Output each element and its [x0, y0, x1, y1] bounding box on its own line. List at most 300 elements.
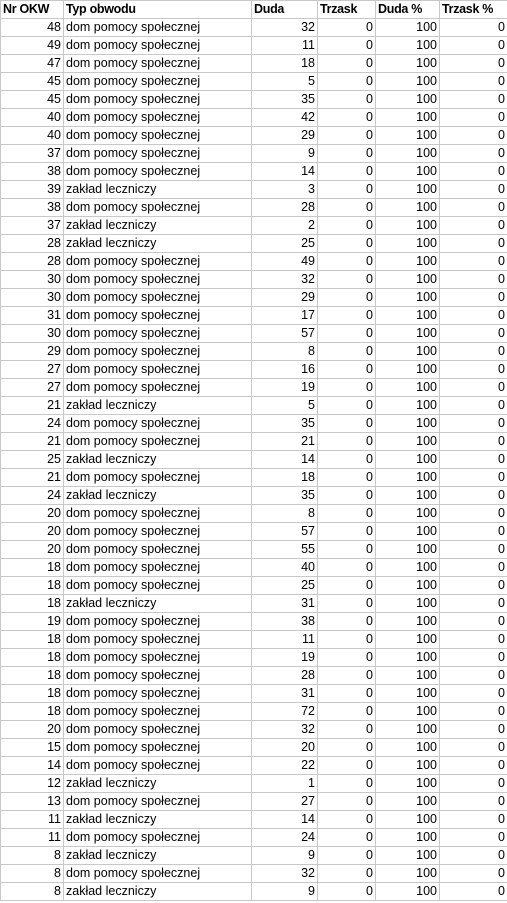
cell-trzask-pct[interactable]: 0: [440, 91, 507, 109]
cell-duda-pct[interactable]: 100: [376, 649, 440, 667]
cell-typ-obwodu[interactable]: dom pomocy społecznej: [64, 469, 252, 487]
cell-duda[interactable]: 22: [252, 757, 318, 775]
cell-trzask-pct[interactable]: 0: [440, 541, 507, 559]
cell-typ-obwodu[interactable]: dom pomocy społecznej: [64, 55, 252, 73]
cell-duda-pct[interactable]: 100: [376, 19, 440, 37]
cell-trzask-pct[interactable]: 0: [440, 775, 507, 793]
cell-duda[interactable]: 24: [252, 829, 318, 847]
cell-duda[interactable]: 25: [252, 577, 318, 595]
cell-trzask[interactable]: 0: [318, 829, 376, 847]
cell-typ-obwodu[interactable]: zakład leczniczy: [64, 217, 252, 235]
cell-duda-pct[interactable]: 100: [376, 73, 440, 91]
cell-duda[interactable]: 28: [252, 199, 318, 217]
cell-trzask-pct[interactable]: 0: [440, 703, 507, 721]
cell-duda[interactable]: 1: [252, 775, 318, 793]
cell-nr-okw[interactable]: 18: [1, 649, 64, 667]
cell-duda[interactable]: 18: [252, 469, 318, 487]
cell-typ-obwodu[interactable]: dom pomocy społecznej: [64, 145, 252, 163]
cell-typ-obwodu[interactable]: dom pomocy społecznej: [64, 685, 252, 703]
cell-duda-pct[interactable]: 100: [376, 91, 440, 109]
cell-nr-okw[interactable]: 18: [1, 577, 64, 595]
cell-trzask-pct[interactable]: 0: [440, 199, 507, 217]
cell-trzask-pct[interactable]: 0: [440, 577, 507, 595]
cell-duda[interactable]: 32: [252, 271, 318, 289]
cell-typ-obwodu[interactable]: zakład leczniczy: [64, 775, 252, 793]
cell-typ-obwodu[interactable]: dom pomocy społecznej: [64, 865, 252, 883]
cell-trzask-pct[interactable]: 0: [440, 271, 507, 289]
cell-typ-obwodu[interactable]: dom pomocy społecznej: [64, 667, 252, 685]
cell-trzask-pct[interactable]: 0: [440, 415, 507, 433]
cell-trzask-pct[interactable]: 0: [440, 307, 507, 325]
cell-duda-pct[interactable]: 100: [376, 829, 440, 847]
cell-nr-okw[interactable]: 45: [1, 73, 64, 91]
cell-typ-obwodu[interactable]: zakład leczniczy: [64, 487, 252, 505]
cell-nr-okw[interactable]: 49: [1, 37, 64, 55]
cell-trzask-pct[interactable]: 0: [440, 793, 507, 811]
cell-duda-pct[interactable]: 100: [376, 703, 440, 721]
cell-duda-pct[interactable]: 100: [376, 127, 440, 145]
cell-nr-okw[interactable]: 40: [1, 109, 64, 127]
cell-duda[interactable]: 35: [252, 91, 318, 109]
cell-duda-pct[interactable]: 100: [376, 199, 440, 217]
cell-duda-pct[interactable]: 100: [376, 163, 440, 181]
cell-trzask-pct[interactable]: 0: [440, 19, 507, 37]
cell-nr-okw[interactable]: 13: [1, 793, 64, 811]
cell-duda-pct[interactable]: 100: [376, 343, 440, 361]
cell-duda[interactable]: 35: [252, 415, 318, 433]
cell-duda-pct[interactable]: 100: [376, 397, 440, 415]
cell-trzask[interactable]: 0: [318, 865, 376, 883]
cell-nr-okw[interactable]: 20: [1, 541, 64, 559]
cell-trzask-pct[interactable]: 0: [440, 865, 507, 883]
cell-duda-pct[interactable]: 100: [376, 271, 440, 289]
cell-duda-pct[interactable]: 100: [376, 757, 440, 775]
cell-duda[interactable]: 72: [252, 703, 318, 721]
cell-trzask-pct[interactable]: 0: [440, 397, 507, 415]
cell-typ-obwodu[interactable]: dom pomocy społecznej: [64, 109, 252, 127]
cell-nr-okw[interactable]: 20: [1, 721, 64, 739]
cell-duda[interactable]: 3: [252, 181, 318, 199]
cell-duda-pct[interactable]: 100: [376, 865, 440, 883]
cell-duda[interactable]: 14: [252, 811, 318, 829]
cell-typ-obwodu[interactable]: dom pomocy społecznej: [64, 19, 252, 37]
cell-trzask-pct[interactable]: 0: [440, 739, 507, 757]
header-cell-duda-pct[interactable]: Duda %: [376, 1, 440, 19]
cell-duda[interactable]: 20: [252, 739, 318, 757]
cell-trzask-pct[interactable]: 0: [440, 451, 507, 469]
cell-duda-pct[interactable]: 100: [376, 739, 440, 757]
cell-typ-obwodu[interactable]: dom pomocy społecznej: [64, 829, 252, 847]
cell-nr-okw[interactable]: 29: [1, 343, 64, 361]
cell-nr-okw[interactable]: 18: [1, 595, 64, 613]
cell-trzask-pct[interactable]: 0: [440, 469, 507, 487]
cell-trzask[interactable]: 0: [318, 613, 376, 631]
cell-trzask[interactable]: 0: [318, 55, 376, 73]
cell-duda-pct[interactable]: 100: [376, 217, 440, 235]
cell-duda-pct[interactable]: 100: [376, 55, 440, 73]
cell-typ-obwodu[interactable]: dom pomocy społecznej: [64, 739, 252, 757]
cell-duda[interactable]: 16: [252, 361, 318, 379]
cell-typ-obwodu[interactable]: zakład leczniczy: [64, 235, 252, 253]
cell-duda-pct[interactable]: 100: [376, 145, 440, 163]
cell-duda[interactable]: 29: [252, 127, 318, 145]
cell-trzask-pct[interactable]: 0: [440, 433, 507, 451]
cell-duda-pct[interactable]: 100: [376, 883, 440, 901]
cell-typ-obwodu[interactable]: dom pomocy społecznej: [64, 271, 252, 289]
cell-duda[interactable]: 40: [252, 559, 318, 577]
cell-duda[interactable]: 5: [252, 73, 318, 91]
cell-duda[interactable]: 2: [252, 217, 318, 235]
cell-nr-okw[interactable]: 18: [1, 703, 64, 721]
cell-trzask-pct[interactable]: 0: [440, 37, 507, 55]
cell-nr-okw[interactable]: 28: [1, 235, 64, 253]
cell-typ-obwodu[interactable]: dom pomocy społecznej: [64, 289, 252, 307]
cell-typ-obwodu[interactable]: dom pomocy społecznej: [64, 793, 252, 811]
cell-trzask-pct[interactable]: 0: [440, 109, 507, 127]
cell-nr-okw[interactable]: 24: [1, 487, 64, 505]
cell-nr-okw[interactable]: 39: [1, 181, 64, 199]
cell-typ-obwodu[interactable]: dom pomocy społecznej: [64, 703, 252, 721]
cell-duda-pct[interactable]: 100: [376, 109, 440, 127]
cell-nr-okw[interactable]: 11: [1, 829, 64, 847]
cell-typ-obwodu[interactable]: dom pomocy społecznej: [64, 73, 252, 91]
cell-trzask[interactable]: 0: [318, 325, 376, 343]
cell-nr-okw[interactable]: 47: [1, 55, 64, 73]
cell-trzask[interactable]: 0: [318, 199, 376, 217]
cell-duda-pct[interactable]: 100: [376, 793, 440, 811]
cell-trzask-pct[interactable]: 0: [440, 613, 507, 631]
cell-duda-pct[interactable]: 100: [376, 685, 440, 703]
cell-typ-obwodu[interactable]: dom pomocy społecznej: [64, 577, 252, 595]
cell-nr-okw[interactable]: 12: [1, 775, 64, 793]
cell-duda-pct[interactable]: 100: [376, 325, 440, 343]
cell-duda-pct[interactable]: 100: [376, 613, 440, 631]
cell-duda-pct[interactable]: 100: [376, 811, 440, 829]
cell-duda[interactable]: 27: [252, 793, 318, 811]
cell-duda-pct[interactable]: 100: [376, 235, 440, 253]
cell-typ-obwodu[interactable]: zakład leczniczy: [64, 181, 252, 199]
cell-trzask-pct[interactable]: 0: [440, 559, 507, 577]
cell-trzask-pct[interactable]: 0: [440, 595, 507, 613]
header-cell-duda[interactable]: Duda: [252, 1, 318, 19]
cell-typ-obwodu[interactable]: zakład leczniczy: [64, 811, 252, 829]
cell-trzask-pct[interactable]: 0: [440, 181, 507, 199]
cell-typ-obwodu[interactable]: dom pomocy społecznej: [64, 541, 252, 559]
cell-duda-pct[interactable]: 100: [376, 721, 440, 739]
cell-nr-okw[interactable]: 8: [1, 865, 64, 883]
cell-typ-obwodu[interactable]: dom pomocy społecznej: [64, 433, 252, 451]
cell-duda-pct[interactable]: 100: [376, 523, 440, 541]
cell-trzask[interactable]: 0: [318, 109, 376, 127]
cell-typ-obwodu[interactable]: dom pomocy społecznej: [64, 37, 252, 55]
cell-trzask[interactable]: 0: [318, 235, 376, 253]
cell-nr-okw[interactable]: 8: [1, 847, 64, 865]
cell-typ-obwodu[interactable]: zakład leczniczy: [64, 847, 252, 865]
cell-duda-pct[interactable]: 100: [376, 541, 440, 559]
cell-duda-pct[interactable]: 100: [376, 181, 440, 199]
cell-duda[interactable]: 57: [252, 325, 318, 343]
cell-trzask[interactable]: 0: [318, 127, 376, 145]
cell-typ-obwodu[interactable]: zakład leczniczy: [64, 397, 252, 415]
cell-trzask[interactable]: 0: [318, 739, 376, 757]
cell-trzask-pct[interactable]: 0: [440, 217, 507, 235]
cell-duda[interactable]: 25: [252, 235, 318, 253]
cell-duda[interactable]: 11: [252, 37, 318, 55]
header-cell-trzask[interactable]: Trzask: [318, 1, 376, 19]
header-cell-trzask-pct[interactable]: Trzask %: [440, 1, 507, 19]
cell-typ-obwodu[interactable]: zakład leczniczy: [64, 883, 252, 901]
cell-trzask[interactable]: 0: [318, 91, 376, 109]
cell-trzask-pct[interactable]: 0: [440, 55, 507, 73]
cell-trzask[interactable]: 0: [318, 343, 376, 361]
cell-duda[interactable]: 35: [252, 487, 318, 505]
cell-typ-obwodu[interactable]: dom pomocy społecznej: [64, 343, 252, 361]
cell-duda[interactable]: 17: [252, 307, 318, 325]
cell-trzask[interactable]: 0: [318, 631, 376, 649]
cell-trzask[interactable]: 0: [318, 415, 376, 433]
cell-nr-okw[interactable]: 18: [1, 685, 64, 703]
cell-nr-okw[interactable]: 20: [1, 505, 64, 523]
cell-nr-okw[interactable]: 30: [1, 289, 64, 307]
cell-nr-okw[interactable]: 48: [1, 19, 64, 37]
cell-trzask[interactable]: 0: [318, 757, 376, 775]
cell-trzask[interactable]: 0: [318, 73, 376, 91]
cell-trzask-pct[interactable]: 0: [440, 721, 507, 739]
cell-typ-obwodu[interactable]: dom pomocy społecznej: [64, 307, 252, 325]
cell-duda-pct[interactable]: 100: [376, 361, 440, 379]
cell-duda[interactable]: 55: [252, 541, 318, 559]
cell-trzask[interactable]: 0: [318, 541, 376, 559]
cell-duda[interactable]: 19: [252, 649, 318, 667]
cell-trzask-pct[interactable]: 0: [440, 127, 507, 145]
cell-nr-okw[interactable]: 37: [1, 145, 64, 163]
cell-duda-pct[interactable]: 100: [376, 415, 440, 433]
cell-duda-pct[interactable]: 100: [376, 451, 440, 469]
cell-duda[interactable]: 32: [252, 19, 318, 37]
cell-nr-okw[interactable]: 28: [1, 253, 64, 271]
cell-duda-pct[interactable]: 100: [376, 631, 440, 649]
cell-typ-obwodu[interactable]: dom pomocy społecznej: [64, 631, 252, 649]
cell-duda[interactable]: 8: [252, 505, 318, 523]
cell-trzask[interactable]: 0: [318, 19, 376, 37]
cell-nr-okw[interactable]: 24: [1, 415, 64, 433]
cell-trzask-pct[interactable]: 0: [440, 343, 507, 361]
cell-trzask-pct[interactable]: 0: [440, 829, 507, 847]
cell-typ-obwodu[interactable]: zakład leczniczy: [64, 451, 252, 469]
cell-duda[interactable]: 29: [252, 289, 318, 307]
cell-duda[interactable]: 21: [252, 433, 318, 451]
cell-duda[interactable]: 28: [252, 667, 318, 685]
cell-duda-pct[interactable]: 100: [376, 505, 440, 523]
cell-trzask[interactable]: 0: [318, 685, 376, 703]
cell-duda-pct[interactable]: 100: [376, 775, 440, 793]
cell-nr-okw[interactable]: 25: [1, 451, 64, 469]
cell-nr-okw[interactable]: 15: [1, 739, 64, 757]
cell-nr-okw[interactable]: 38: [1, 199, 64, 217]
cell-duda[interactable]: 11: [252, 631, 318, 649]
cell-trzask-pct[interactable]: 0: [440, 145, 507, 163]
cell-duda[interactable]: 31: [252, 595, 318, 613]
cell-trzask[interactable]: 0: [318, 397, 376, 415]
cell-nr-okw[interactable]: 20: [1, 523, 64, 541]
cell-trzask-pct[interactable]: 0: [440, 649, 507, 667]
cell-trzask-pct[interactable]: 0: [440, 163, 507, 181]
cell-trzask-pct[interactable]: 0: [440, 253, 507, 271]
cell-duda-pct[interactable]: 100: [376, 595, 440, 613]
cell-trzask-pct[interactable]: 0: [440, 487, 507, 505]
cell-trzask[interactable]: 0: [318, 775, 376, 793]
cell-duda-pct[interactable]: 100: [376, 487, 440, 505]
cell-duda[interactable]: 42: [252, 109, 318, 127]
cell-trzask-pct[interactable]: 0: [440, 685, 507, 703]
cell-nr-okw[interactable]: 40: [1, 127, 64, 145]
cell-trzask[interactable]: 0: [318, 667, 376, 685]
cell-nr-okw[interactable]: 27: [1, 379, 64, 397]
cell-trzask-pct[interactable]: 0: [440, 811, 507, 829]
cell-duda-pct[interactable]: 100: [376, 667, 440, 685]
cell-trzask[interactable]: 0: [318, 361, 376, 379]
cell-nr-okw[interactable]: 8: [1, 883, 64, 901]
cell-duda[interactable]: 18: [252, 55, 318, 73]
cell-nr-okw[interactable]: 14: [1, 757, 64, 775]
cell-trzask-pct[interactable]: 0: [440, 631, 507, 649]
cell-duda[interactable]: 49: [252, 253, 318, 271]
cell-nr-okw[interactable]: 18: [1, 559, 64, 577]
cell-nr-okw[interactable]: 30: [1, 325, 64, 343]
cell-duda[interactable]: 32: [252, 865, 318, 883]
cell-trzask-pct[interactable]: 0: [440, 235, 507, 253]
cell-trzask[interactable]: 0: [318, 469, 376, 487]
cell-typ-obwodu[interactable]: dom pomocy społecznej: [64, 361, 252, 379]
cell-nr-okw[interactable]: 31: [1, 307, 64, 325]
cell-trzask-pct[interactable]: 0: [440, 847, 507, 865]
cell-nr-okw[interactable]: 45: [1, 91, 64, 109]
cell-duda-pct[interactable]: 100: [376, 37, 440, 55]
cell-typ-obwodu[interactable]: dom pomocy społecznej: [64, 505, 252, 523]
cell-duda-pct[interactable]: 100: [376, 847, 440, 865]
cell-typ-obwodu[interactable]: dom pomocy społecznej: [64, 127, 252, 145]
cell-nr-okw[interactable]: 19: [1, 613, 64, 631]
cell-duda[interactable]: 5: [252, 397, 318, 415]
cell-typ-obwodu[interactable]: dom pomocy społecznej: [64, 163, 252, 181]
cell-duda-pct[interactable]: 100: [376, 289, 440, 307]
cell-typ-obwodu[interactable]: dom pomocy społecznej: [64, 199, 252, 217]
cell-trzask[interactable]: 0: [318, 487, 376, 505]
header-cell-nr-okw[interactable]: Nr OKW: [1, 1, 64, 19]
cell-trzask[interactable]: 0: [318, 217, 376, 235]
cell-trzask-pct[interactable]: 0: [440, 757, 507, 775]
cell-duda[interactable]: 57: [252, 523, 318, 541]
cell-trzask[interactable]: 0: [318, 883, 376, 901]
cell-trzask[interactable]: 0: [318, 253, 376, 271]
cell-nr-okw[interactable]: 30: [1, 271, 64, 289]
cell-trzask[interactable]: 0: [318, 451, 376, 469]
cell-duda-pct[interactable]: 100: [376, 253, 440, 271]
cell-nr-okw[interactable]: 27: [1, 361, 64, 379]
cell-nr-okw[interactable]: 38: [1, 163, 64, 181]
cell-trzask-pct[interactable]: 0: [440, 883, 507, 901]
cell-typ-obwodu[interactable]: dom pomocy społecznej: [64, 523, 252, 541]
cell-trzask[interactable]: 0: [318, 703, 376, 721]
cell-trzask-pct[interactable]: 0: [440, 523, 507, 541]
cell-nr-okw[interactable]: 18: [1, 631, 64, 649]
cell-nr-okw[interactable]: 21: [1, 397, 64, 415]
cell-duda[interactable]: 31: [252, 685, 318, 703]
cell-duda[interactable]: 9: [252, 847, 318, 865]
cell-trzask[interactable]: 0: [318, 721, 376, 739]
cell-duda[interactable]: 8: [252, 343, 318, 361]
cell-trzask[interactable]: 0: [318, 307, 376, 325]
cell-nr-okw[interactable]: 11: [1, 811, 64, 829]
cell-duda[interactable]: 9: [252, 883, 318, 901]
cell-typ-obwodu[interactable]: dom pomocy społecznej: [64, 649, 252, 667]
cell-duda[interactable]: 19: [252, 379, 318, 397]
cell-nr-okw[interactable]: 37: [1, 217, 64, 235]
cell-trzask[interactable]: 0: [318, 289, 376, 307]
cell-nr-okw[interactable]: 21: [1, 433, 64, 451]
cell-typ-obwodu[interactable]: dom pomocy społecznej: [64, 613, 252, 631]
cell-duda[interactable]: 9: [252, 145, 318, 163]
cell-trzask[interactable]: 0: [318, 595, 376, 613]
cell-trzask-pct[interactable]: 0: [440, 361, 507, 379]
header-cell-typ-obwodu[interactable]: Typ obwodu: [64, 1, 252, 19]
cell-trzask[interactable]: 0: [318, 379, 376, 397]
cell-trzask[interactable]: 0: [318, 811, 376, 829]
cell-duda-pct[interactable]: 100: [376, 379, 440, 397]
cell-trzask[interactable]: 0: [318, 271, 376, 289]
cell-typ-obwodu[interactable]: dom pomocy społecznej: [64, 757, 252, 775]
cell-trzask-pct[interactable]: 0: [440, 379, 507, 397]
cell-trzask[interactable]: 0: [318, 559, 376, 577]
cell-trzask[interactable]: 0: [318, 145, 376, 163]
cell-trzask-pct[interactable]: 0: [440, 73, 507, 91]
cell-duda[interactable]: 14: [252, 163, 318, 181]
cell-typ-obwodu[interactable]: dom pomocy społecznej: [64, 379, 252, 397]
cell-trzask-pct[interactable]: 0: [440, 325, 507, 343]
cell-duda-pct[interactable]: 100: [376, 307, 440, 325]
cell-typ-obwodu[interactable]: dom pomocy społecznej: [64, 325, 252, 343]
cell-typ-obwodu[interactable]: dom pomocy społecznej: [64, 721, 252, 739]
cell-typ-obwodu[interactable]: dom pomocy społecznej: [64, 415, 252, 433]
cell-trzask[interactable]: 0: [318, 433, 376, 451]
cell-nr-okw[interactable]: 18: [1, 667, 64, 685]
cell-trzask[interactable]: 0: [318, 163, 376, 181]
cell-typ-obwodu[interactable]: zakład leczniczy: [64, 595, 252, 613]
cell-trzask-pct[interactable]: 0: [440, 667, 507, 685]
cell-trzask[interactable]: 0: [318, 649, 376, 667]
cell-trzask[interactable]: 0: [318, 847, 376, 865]
cell-trzask[interactable]: 0: [318, 181, 376, 199]
cell-trzask[interactable]: 0: [318, 505, 376, 523]
cell-trzask[interactable]: 0: [318, 37, 376, 55]
cell-duda-pct[interactable]: 100: [376, 577, 440, 595]
cell-duda-pct[interactable]: 100: [376, 469, 440, 487]
cell-duda-pct[interactable]: 100: [376, 433, 440, 451]
cell-trzask[interactable]: 0: [318, 523, 376, 541]
cell-duda[interactable]: 38: [252, 613, 318, 631]
cell-trzask-pct[interactable]: 0: [440, 289, 507, 307]
cell-duda[interactable]: 32: [252, 721, 318, 739]
cell-trzask[interactable]: 0: [318, 793, 376, 811]
cell-trzask[interactable]: 0: [318, 577, 376, 595]
cell-duda-pct[interactable]: 100: [376, 559, 440, 577]
cell-typ-obwodu[interactable]: dom pomocy społecznej: [64, 91, 252, 109]
cell-trzask-pct[interactable]: 0: [440, 505, 507, 523]
cell-duda[interactable]: 14: [252, 451, 318, 469]
cell-typ-obwodu[interactable]: dom pomocy społecznej: [64, 559, 252, 577]
cell-typ-obwodu[interactable]: dom pomocy społecznej: [64, 253, 252, 271]
cell-nr-okw[interactable]: 21: [1, 469, 64, 487]
